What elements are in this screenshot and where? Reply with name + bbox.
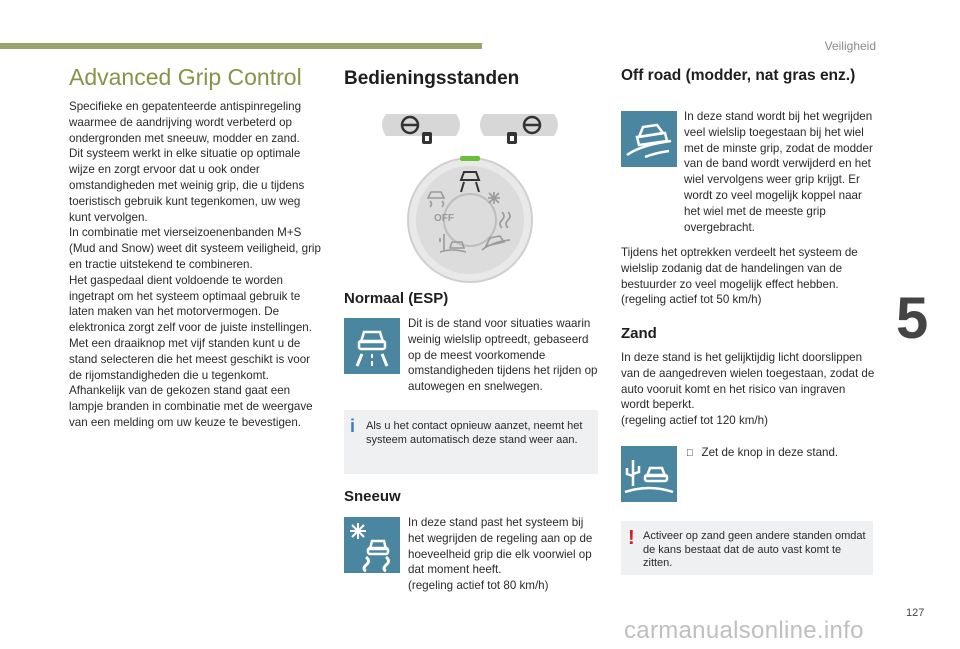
section-title: Veiligheid [824,39,876,53]
sand-icon [621,446,677,502]
knob-illustration [372,108,568,288]
sneeuw-text [408,515,598,594]
header-bar [0,43,482,49]
zand-title: Zand [621,325,657,342]
page-title: Advanced Grip Control [69,64,302,90]
mode-knob [408,156,532,282]
modes-title: Bedieningsstanden [344,68,520,89]
sand-mode-tile [621,446,677,502]
zand-step-text: Zet de knop in deze stand. [694,446,831,459]
intro-paragraph: Specifieke en gepatenteerde antispinregeling waarmee de aandrijving wordt verbeterd op ondergronden met sneeuw, modder en zand. [69,100,302,145]
normaal-title: Normaal (ESP) [344,290,449,307]
offroad-text: In deze stand wordt bij het wegrijden veel wielslip toegestaan bij het wiel met de minste grip, zodat de modder van de band wordt verwijderd en het wiel vervolgens weer grip krijgt. Er wordt zo veel mogelijk koppel naar het wiel met de meeste grip overgebracht. [684,110,873,234]
sneeuw-title: Sneeuw [344,488,401,505]
watermark: carmanualsonline.info [624,617,864,644]
intro-paragraph: Het gaspedaal dient voldoende te worden ingetrapt om het systeem optimaal gebruik te laten maken van het motorvermogen. De elektronica zorgt zelf voor de juiste instellingen. [69,273,312,335]
info-text: Als u het contact opnieuw aanzet, neemt het systeem automatisch deze stand weer aan. [366,420,583,446]
offroad-description: Tijdens het optrekken verdeelt het systeem de wielslip zodanig dat de handelingen van de bestuurder zo veel mogelijk effect hebben. [621,246,858,291]
offroad-icon [621,111,677,167]
dashboard-left-icon [382,114,460,144]
warning-text: Activeer op zand geen andere standen omdat de kans bestaat dat de auto vast komt te zitten. [643,530,866,569]
snow-road-icon [344,517,400,573]
chapter-number: 5 [896,286,929,351]
zand-step [686,445,876,462]
intro-paragraph: Afhankelijk van de gekozen stand gaat een lampje branden in combinatie met de weergave van een melding om uw keuze te bevestigen. [69,384,313,429]
page-number: 127 [906,607,925,619]
sneeuw-description: In deze stand past het systeem bij het wegrijden de regeling aan op de hoeveelheid grip die elk voorwiel op dat moment heeft. [408,516,593,577]
off-label: OFF [434,213,454,224]
normal-mode-tile [344,318,400,374]
zand-range: (regeling actief tot 120 km/h) [621,414,768,428]
intro-paragraph: Met een draaiknop met vijf standen kunt u de stand selecteren die het meest geschikt is voor de rijomstandigheden die u tegenkomt. [69,336,311,382]
dashboard-right-icon [480,114,558,144]
intro-paragraph: Dit systeem werkt in elke situatie op optimale wijze en zorgt ervoor dat u ook onder omstandigheden met weinig grip, die u tijdens toeristisch gebruik kunt tegenkomen, uw weg kunt vervolgen. [69,147,305,224]
step-bullet-icon [686,448,694,459]
snow-mode-tile [344,517,400,573]
offroad-mode-tile [621,111,677,167]
offroad-title: Off road (modder, nat gras enz.) [621,67,856,84]
zand-description: In deze stand is het gelijktijdig licht doorslippen van de aangedreven wielen toegestaan, zodat de auto vooruit komt en het risico van ingraven wordt beperkt. [621,351,875,412]
zand-text [621,350,876,429]
intro-text [69,99,324,431]
intro-paragraph: In combinatie met vierseizoenenbanden M+S (Mud and Snow) weet dit systeem veiligheid, grip en tractie uitstekend te combineren. [69,226,321,271]
offroad-text-2 [621,245,876,308]
normaal-text: Dit is de stand voor situaties waarin weinig wielslip optreedt, gebaseerd op de meest voorkomende omstandigheden tijdens het rijden op autowegen en snelwegen. [408,317,598,394]
info-icon: i [350,416,356,436]
sneeuw-range: (regeling actief tot 80 km/h) [408,579,549,593]
offroad-range: (regeling actief tot 50 km/h) [621,293,762,307]
warning-icon: ! [628,527,635,549]
normal-road-icon [344,318,400,374]
